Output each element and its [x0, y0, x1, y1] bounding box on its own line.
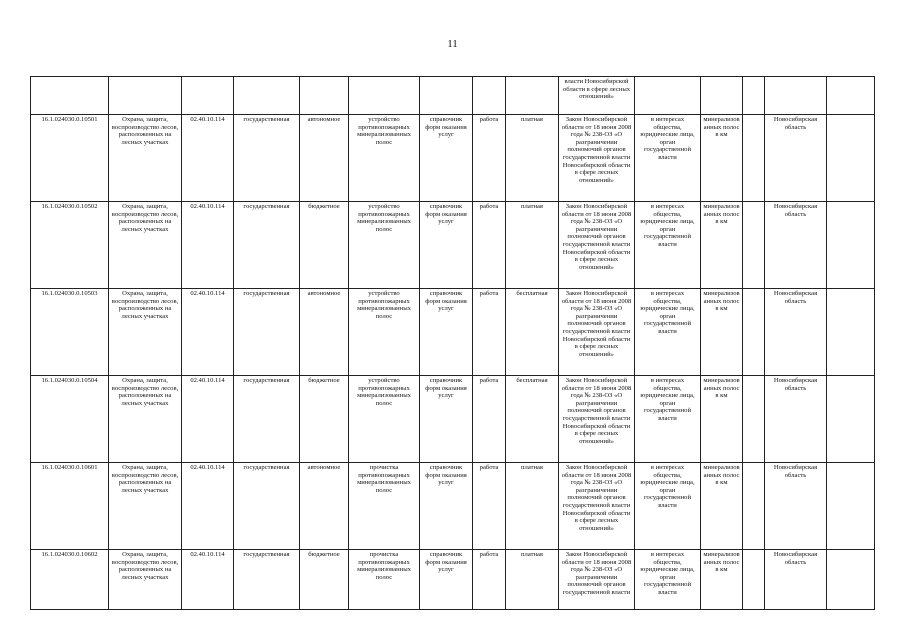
cell-region: Новосибирская область	[765, 550, 827, 610]
cell-name: Охрана, защита, воспроизводство лесов, расположенных на лесных участках	[109, 115, 182, 202]
cell-okved: 02.40.10.114	[182, 463, 234, 550]
cell-empty	[827, 202, 875, 289]
cell-empty	[743, 77, 765, 115]
cell-form: справочник форм оказания услуг	[420, 115, 473, 202]
cell-legal-basis: Закон Новосибирской области от 18 июня 2008 года № 238-ОЗ «О разграничении полномочий органов государственной власти Новосибирской области в сфере лесных отношений»	[559, 289, 635, 376]
page-number: 11	[447, 38, 458, 50]
cell-consumers: в интересах общества, юридические лица, орган государственной власти	[635, 289, 701, 376]
cell-kind: работа	[473, 550, 506, 610]
cell-empty	[473, 77, 506, 115]
cell-content: устройство противопожарных минерализованных полос	[349, 115, 420, 202]
cell-region: Новосибирская область	[765, 376, 827, 463]
cell-name: Охрана, защита, воспроизводство лесов, расположенных на лесных участках	[109, 376, 182, 463]
cell-ownership: государственная	[234, 550, 300, 610]
cell-empty	[743, 115, 765, 202]
cell-indicator: минерализованных полос в км	[701, 550, 743, 610]
cell-ownership: государственная	[234, 463, 300, 550]
cell-empty	[765, 77, 827, 115]
registry-table	[30, 76, 875, 610]
cell-content: устройство противопожарных минерализованных полос	[349, 202, 420, 289]
cell-content: прочистка противопожарных минерализованных полос	[349, 463, 420, 550]
cell-empty	[743, 202, 765, 289]
cell-form: справочник форм оказания услуг	[420, 463, 473, 550]
cell-consumers: в интересах общества, юридические лица, орган государственной власти	[635, 463, 701, 550]
cell-empty	[827, 289, 875, 376]
cell-empty	[701, 77, 743, 115]
cell-legal-basis: Закон Новосибирской области от 18 июня 2008 года № 238-ОЗ «О разграничении полномочий органов государственной власти Новосибирской области в сфере лесных отношений»	[559, 202, 635, 289]
cell-region: Новосибирская область	[765, 463, 827, 550]
cell-payment: платная	[506, 202, 559, 289]
table-row	[31, 115, 875, 202]
cell-code: 16.1.024030.0.10501	[31, 115, 109, 202]
cell-payment: бесплатная	[506, 289, 559, 376]
cell-legal-basis: Закон Новосибирской области от 18 июня 2008 года № 238-ОЗ «О разграничении полномочий органов государственной власти	[559, 550, 635, 610]
cell-region: Новосибирская область	[765, 115, 827, 202]
cell-content: устройство противопожарных минерализованных полос	[349, 289, 420, 376]
cell-okved: 02.40.10.114	[182, 202, 234, 289]
cell-empty	[743, 289, 765, 376]
cell-ownership: государственная	[234, 289, 300, 376]
cell-indicator: минерализованных полос в км	[701, 463, 743, 550]
cell-empty	[349, 77, 420, 115]
cell-ownership: государственная	[234, 115, 300, 202]
cell-empty	[743, 376, 765, 463]
cell-ownership: государственная	[234, 376, 300, 463]
cell-payment: платная	[506, 463, 559, 550]
cell-code: 16.1.024030.0.10503	[31, 289, 109, 376]
cell-empty	[635, 77, 701, 115]
table-row	[31, 550, 875, 610]
cell-empty	[743, 550, 765, 610]
cell-kind: работа	[473, 115, 506, 202]
cell-form: справочник форм оказания услуг	[420, 202, 473, 289]
cell-payment: платная	[506, 115, 559, 202]
cell-empty	[827, 77, 875, 115]
cell-empty	[827, 463, 875, 550]
table-row	[31, 289, 875, 376]
cell-institution-type: бюджетное	[300, 376, 349, 463]
legal-basis-fragment: власти Новосибирской области в сфере лесных отношений»	[559, 77, 635, 115]
cell-region: Новосибирская область	[765, 289, 827, 376]
cell-consumers: в интересах общества, юридические лица, орган государственной власти	[635, 376, 701, 463]
cell-empty	[827, 376, 875, 463]
cell-payment: бесплатная	[506, 376, 559, 463]
cell-consumers: в интересах общества, юридические лица, орган государственной власти	[635, 202, 701, 289]
cell-indicator: минерализованных полос в км	[701, 115, 743, 202]
cell-code: 16.1.024030.0.10504	[31, 376, 109, 463]
cell-form: справочник форм оказания услуг	[420, 289, 473, 376]
cell-kind: работа	[473, 202, 506, 289]
cell-institution-type: автономное	[300, 115, 349, 202]
cell-kind: работа	[473, 289, 506, 376]
continuation-row	[31, 77, 875, 115]
cell-indicator: минерализованных полос в км	[701, 289, 743, 376]
cell-region: Новосибирская область	[765, 202, 827, 289]
cell-consumers: в интересах общества, юридические лица, орган государственной власти	[635, 115, 701, 202]
cell-empty	[182, 77, 234, 115]
registry-body	[31, 77, 875, 610]
cell-kind: работа	[473, 463, 506, 550]
cell-name: Охрана, защита, воспроизводство лесов, расположенных на лесных участках	[109, 202, 182, 289]
cell-form: справочник форм оказания услуг	[420, 376, 473, 463]
cell-empty	[420, 77, 473, 115]
cell-okved: 02.40.10.114	[182, 376, 234, 463]
cell-empty	[506, 77, 559, 115]
cell-empty	[827, 550, 875, 610]
cell-indicator: минерализованных полос в км	[701, 202, 743, 289]
cell-code: 16.1.024030.0.10602	[31, 550, 109, 610]
cell-content: устройство противопожарных минерализованных полос	[349, 376, 420, 463]
cell-content: прочистка противопожарных минерализованных полос	[349, 550, 420, 610]
cell-empty	[109, 77, 182, 115]
cell-form: справочник форм оказания услуг	[420, 550, 473, 610]
cell-payment: платная	[506, 550, 559, 610]
cell-empty	[31, 77, 109, 115]
cell-okved: 02.40.10.114	[182, 550, 234, 610]
table-row	[31, 202, 875, 289]
cell-name: Охрана, защита, воспроизводство лесов, расположенных на лесных участках	[109, 550, 182, 610]
cell-code: 16.1.024030.0.10502	[31, 202, 109, 289]
cell-empty	[743, 463, 765, 550]
cell-institution-type: автономное	[300, 289, 349, 376]
cell-institution-type: бюджетное	[300, 202, 349, 289]
table-row	[31, 463, 875, 550]
cell-okved: 02.40.10.114	[182, 115, 234, 202]
cell-okved: 02.40.10.114	[182, 289, 234, 376]
cell-empty	[827, 115, 875, 202]
cell-ownership: государственная	[234, 202, 300, 289]
cell-code: 16.1.024030.0.10601	[31, 463, 109, 550]
cell-name: Охрана, защита, воспроизводство лесов, расположенных на лесных участках	[109, 289, 182, 376]
cell-legal-basis: Закон Новосибирской области от 18 июня 2008 года № 238-ОЗ «О разграничении полномочий органов государственной власти Новосибирской области в сфере лесных отношений»	[559, 115, 635, 202]
cell-institution-type: автономное	[300, 463, 349, 550]
cell-indicator: минерализованных полос в км	[701, 376, 743, 463]
table-row	[31, 376, 875, 463]
cell-name: Охрана, защита, воспроизводство лесов, расположенных на лесных участках	[109, 463, 182, 550]
cell-legal-basis: Закон Новосибирской области от 18 июня 2008 года № 238-ОЗ «О разграничении полномочий органов государственной власти Новосибирской области в сфере лесных отношений»	[559, 463, 635, 550]
cell-empty	[300, 77, 349, 115]
cell-empty	[234, 77, 300, 115]
cell-legal-basis: Закон Новосибирской области от 18 июня 2008 года № 238-ОЗ «О разграничении полномочий органов государственной власти Новосибирской области в сфере лесных отношений»	[559, 376, 635, 463]
cell-institution-type: бюджетное	[300, 550, 349, 610]
cell-kind: работа	[473, 376, 506, 463]
cell-consumers: в интересах общества, юридические лица, орган государственной власти	[635, 550, 701, 610]
